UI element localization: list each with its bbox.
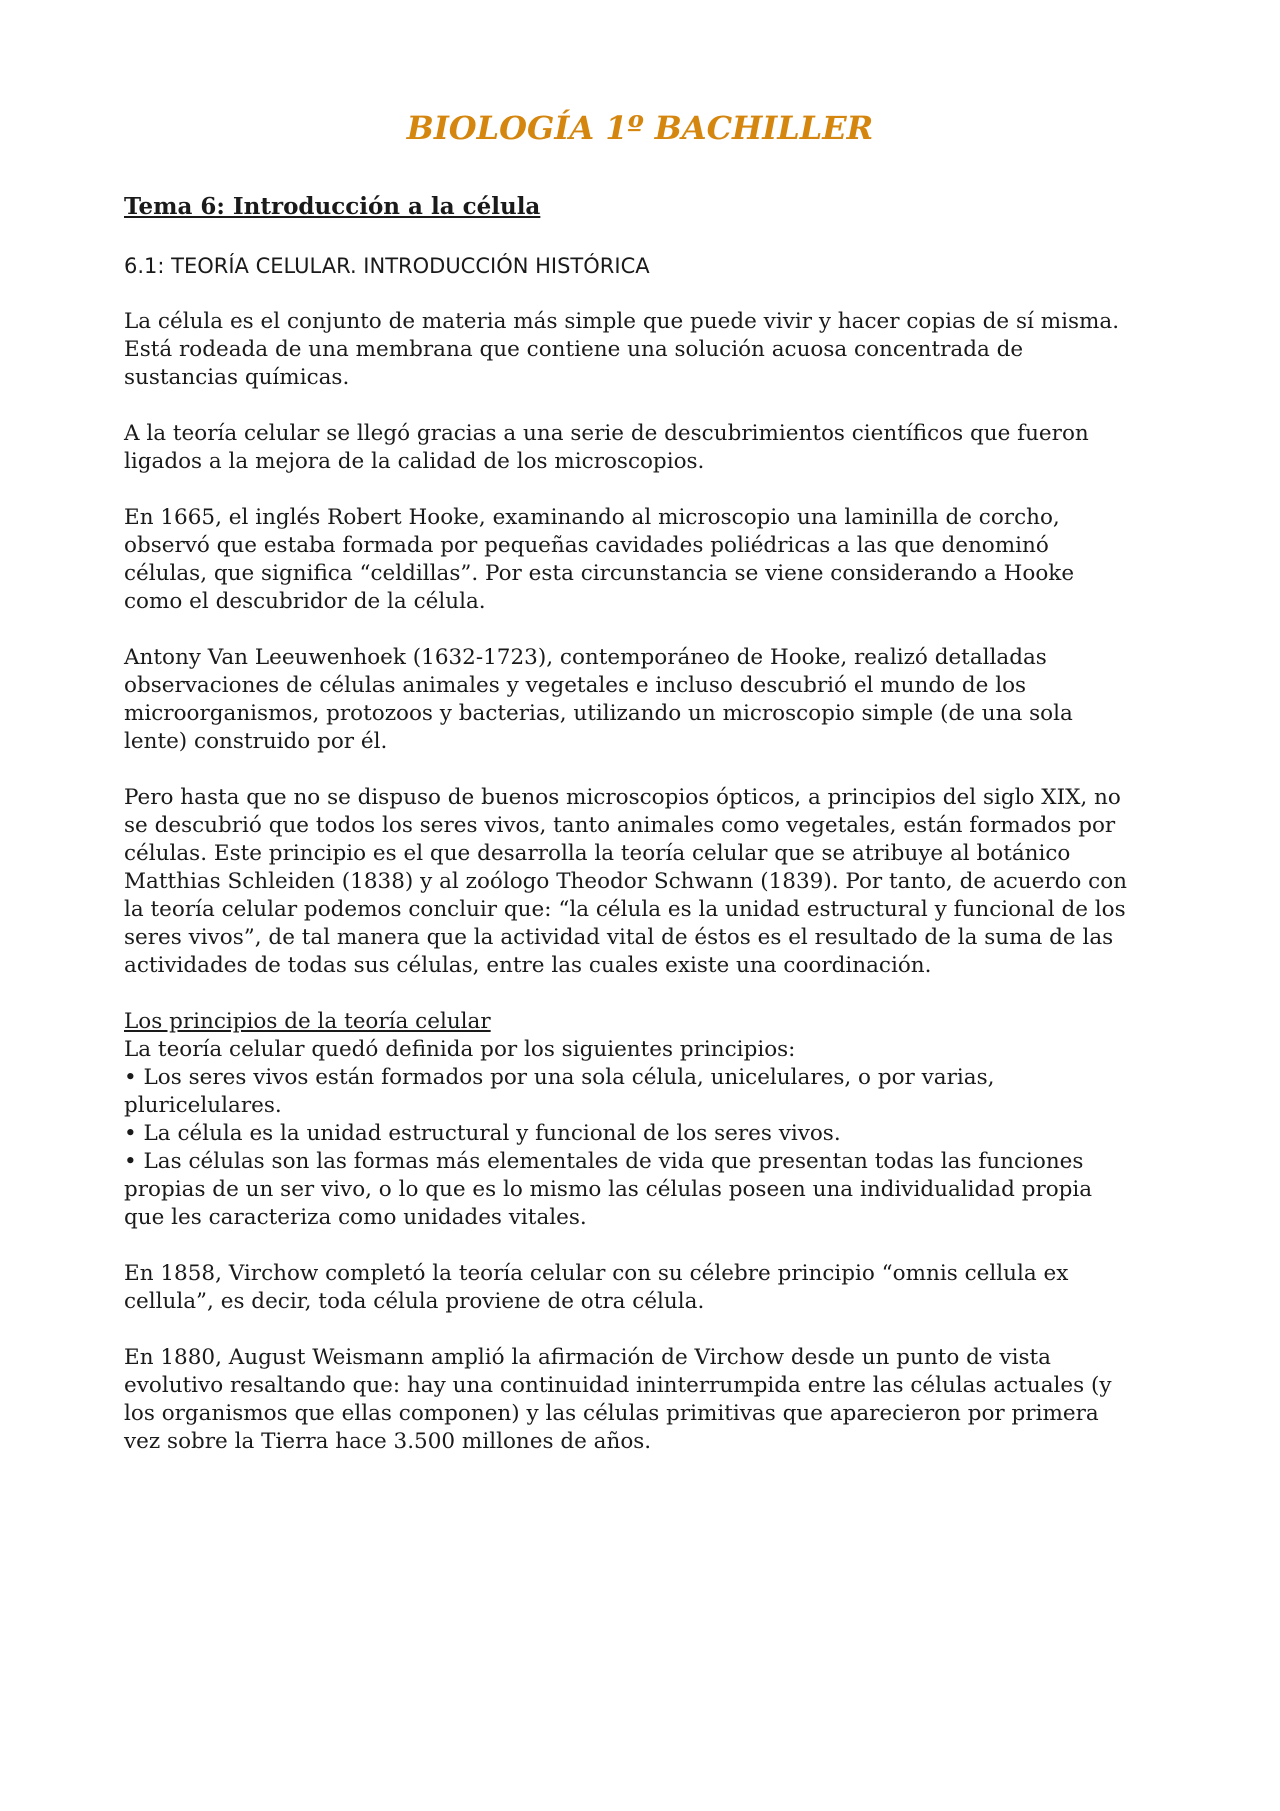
paragraph-cell-theory-origin: A la teoría celular se llegó gracias a una serie de descubrimientos científicos que fueron ligados a la mejora de la calidad de los microscopios. [124, 421, 1089, 474]
principles-heading: Los principios de la teoría celular [124, 1009, 491, 1034]
paragraph-virchow: En 1858, Virchow completó la teoría celular con su célebre principio “omnis cellula ex cellula”, es decir, toda célula proviene de otra célula. [124, 1261, 1069, 1314]
section-heading: 6.1: TEORÍA CELULAR. INTRODUCCIÓN HISTÓRICA [124, 254, 650, 278]
document-title: BIOLOGÍA 1º BACHILLER [406, 109, 874, 147]
principles-intro: La teoría celular quedó definida por los siguientes principios: [124, 1037, 796, 1062]
paragraph-weismann: En 1880, August Weismann amplió la afirmación de Virchow desde un punto de vista evolutivo resaltando que: hay una continuidad ininterrumpida entre las células actuales (y los organismos que ellas componen) y las células primitivas que aparecieron por primera vez sobre la Tierra hace 3.500 millones de años. [124, 1345, 1112, 1454]
paragraph-schleiden-schwann: Pero hasta que no se dispuso de buenos microscopios ópticos, a principios del siglo XIX, no se descubrió que todos los seres vivos, tanto animales como vegetales, están formados por células. Este principio es el que desarrolla la teoría celular que se atribuye al botánico Matthias Schleiden (1838) y al zoólogo Theodor Schwann (1839). Por tanto, de acuerdo con la teoría celular podemos concluir que: “la célula es la unidad estructural y funcional de los seres vivos”, de tal manera que la actividad vital de éstos es el resultado de la suma de las actividades de todas sus células, entre las cuales existe una coordinación. [124, 785, 1128, 978]
paragraph-leeuwenhoek: Antony Van Leeuwenhoek (1632-1723), contemporáneo de Hooke, realizó detalladas observaciones de células animales y vegetales e incluso descubrió el mundo de los microorganismos, protozoos y bacterias, utilizando un microscopio simple (de una sola lente) construido por él. [124, 645, 1073, 754]
principle-item: • Los seres vivos están formados por una sola célula, unicelulares, o por varias, pluricelulares. [124, 1065, 995, 1118]
paragraph-cell-definition: La célula es el conjunto de materia más simple que puede vivir y hacer copias de sí misma. Está rodeada de una membrana que contiene una solución acuosa concentrada de sustancias químicas. [124, 309, 1120, 390]
topic-heading: Tema 6: Introducción a la célula [124, 193, 541, 220]
paragraph-hooke: En 1665, el inglés Robert Hooke, examinando al microscopio una laminilla de corcho, observó que estaba formada por pequeñas cavidades poliédricas a las que denominó células, que significa “celdillas”. Por esta circunstancia se viene considerando a Hooke como el descubridor de la célula. [124, 505, 1075, 614]
principle-item: • La célula es la unidad estructural y funcional de los seres vivos. [124, 1121, 841, 1146]
principle-item: • Las células son las formas más elementales de vida que presentan todas las funciones propias de un ser vivo, o lo que es lo mismo las células poseen una individualidad propia que les caracteriza como unidades vitales. [124, 1149, 1093, 1230]
